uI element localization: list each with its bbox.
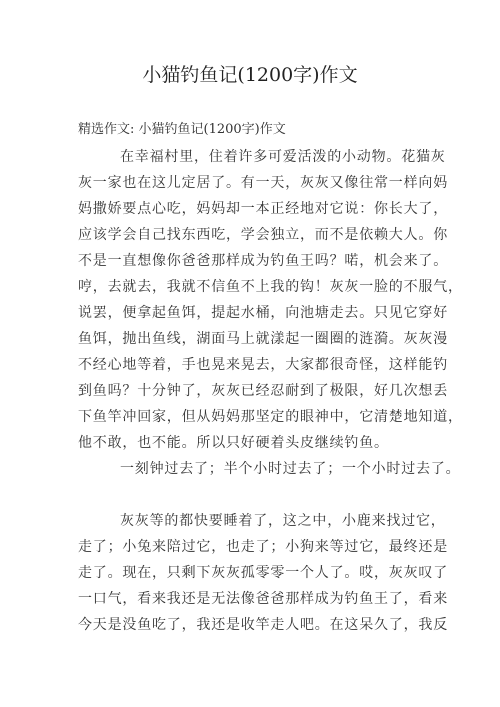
- text-line: 妈撒娇要点心吃，妈妈却一本正经地对它说：你长大了，: [78, 201, 448, 217]
- article-source-line: 精选作文: 小猫钓鱼记(1200字)作文: [78, 122, 286, 137]
- text-line: 今天是没鱼吃了，我还是收竿走人吧。在这呆久了，我反: [78, 617, 448, 633]
- paragraph-1: [78, 144, 463, 456]
- text-line: 一口气，看来我还是无法像爸爸那样成为钓鱼王了，看来: [78, 591, 448, 607]
- page-title: 小猫钓鱼记(1200字)作文: [142, 64, 358, 86]
- text-line: 到鱼吗？十分钟了，灰灰已经忍耐到了极限，好几次想丢: [78, 383, 448, 399]
- paragraph-3: [78, 508, 448, 638]
- text-line: 灰灰等的都快要睡着了，这之中，小鹿来找过它，: [120, 513, 446, 529]
- text-line: 走了；小兔来陪过它，也走了；小狗来等过它，最终还是: [78, 539, 448, 555]
- text-line: 鱼饵，抛出鱼线，湖面马上就漾起一圈圈的涟漪。灰灰漫: [78, 331, 448, 347]
- text-line: 不经心地等着，手也晃来晃去，大家都很奇怪，这样能钓: [78, 357, 448, 373]
- text-line: 灰一家也在这儿定居了。有一天，灰灰又像往常一样向妈: [78, 175, 448, 191]
- text-line: 在幸福村里，住着许多可爱活泼的小动物。花猫灰: [120, 149, 446, 165]
- text-line: 说罢，便拿起鱼饵，提起水桶，向池塘走去。只见它穿好: [78, 305, 448, 321]
- paragraph-2: [78, 456, 461, 482]
- text-line: 走了。现在，只剩下灰灰孤零零一个人了。哎，灰灰叹了: [78, 565, 448, 581]
- text-line: 他不敢，也不能。所以只好硬着头皮继续钓鱼。: [78, 435, 389, 451]
- text-line: 应该学会自己找东西吃，学会独立，而不是依赖大人。你: [78, 227, 448, 243]
- text-line: 不是一直想像你爸爸那样成为钓鱼王吗？喏，机会来了。: [78, 253, 448, 269]
- text-line: 一刻钟过去了；半个小时过去了；一个小时过去了。: [120, 461, 461, 477]
- text-line: 哼，去就去，我就不信鱼不上我的钩！灰灰一脸的不服气，: [78, 279, 463, 295]
- text-line: 下鱼竿冲回家，但从妈妈那坚定的眼神中，它清楚地知道，: [78, 409, 463, 425]
